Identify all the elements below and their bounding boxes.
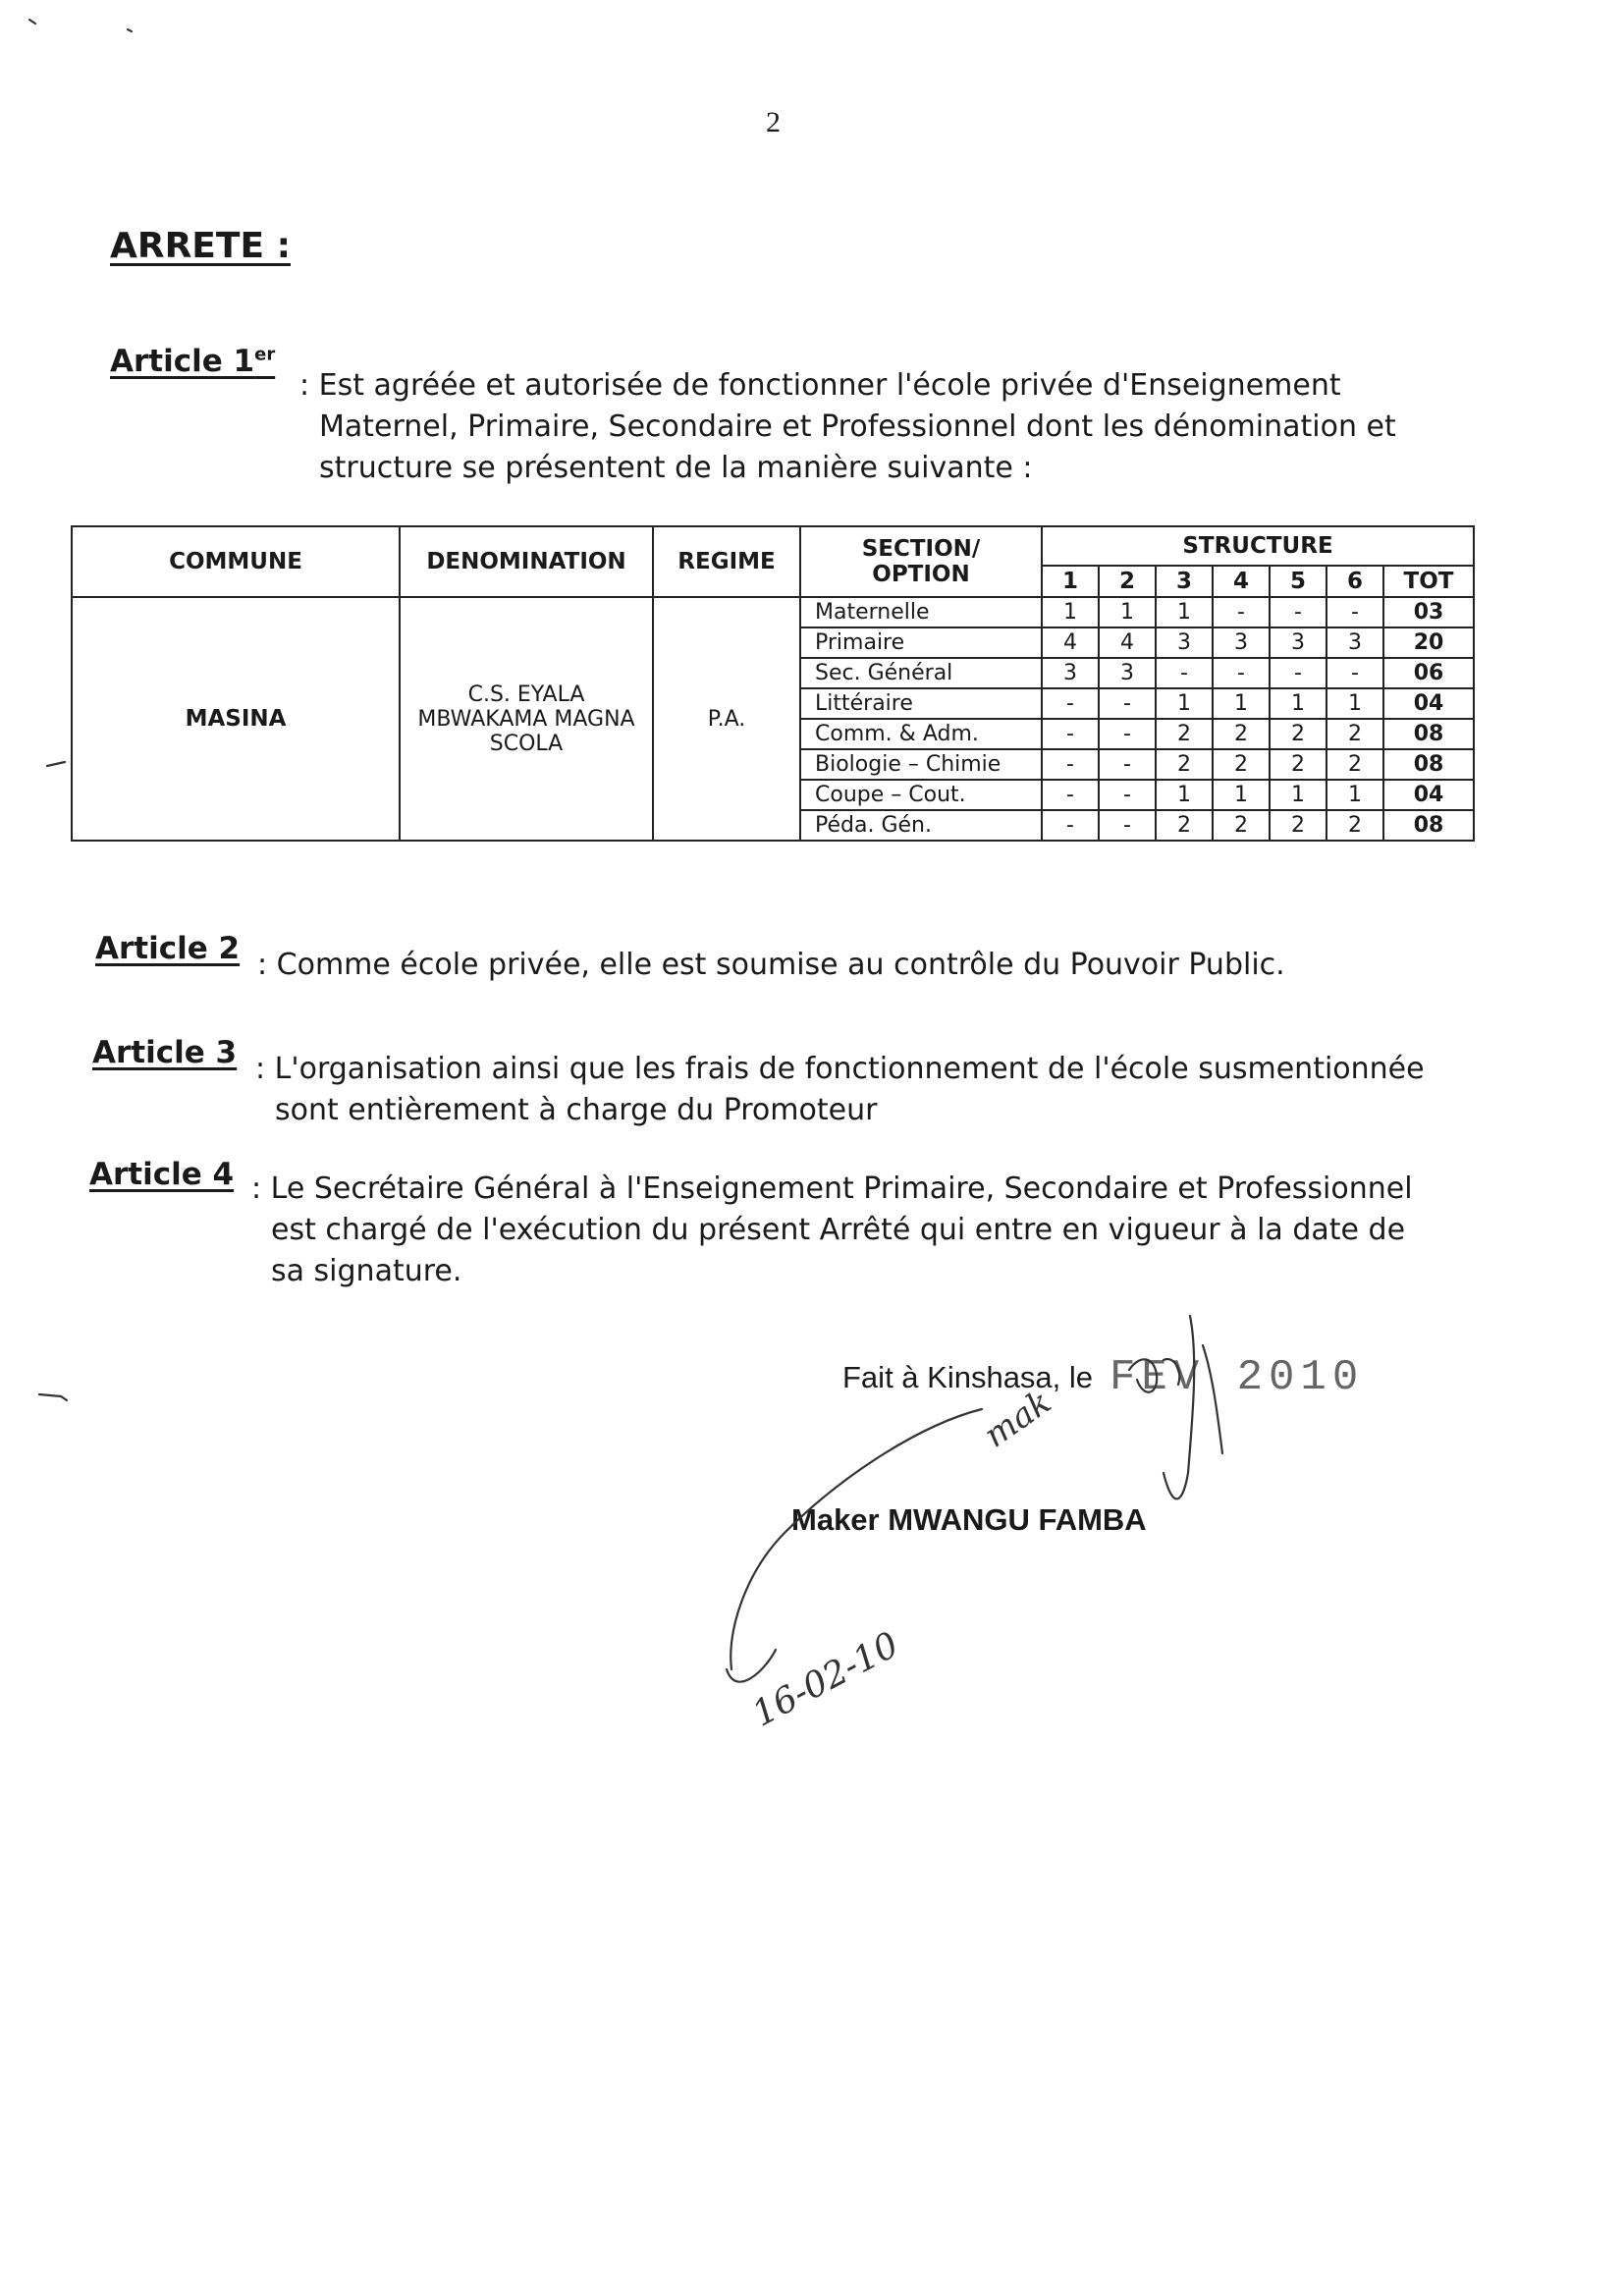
value-cell: 2	[1156, 719, 1213, 749]
article-1-line: : Est agréée et autorisée de fonctionner l'école privée d'Enseignement	[299, 368, 1341, 403]
value-cell: -	[1213, 658, 1270, 688]
value-cell: -	[1042, 688, 1099, 719]
value-cell: 4	[1099, 627, 1156, 658]
header-col-tot: TOT	[1383, 566, 1474, 597]
header-section-line: SECTION/	[861, 536, 981, 562]
total-cell: 03	[1383, 597, 1474, 627]
denomination-line: C.S. EYALA	[467, 681, 585, 707]
value-cell: 1	[1270, 688, 1326, 719]
value-cell: 3	[1326, 627, 1383, 658]
value-cell: -	[1270, 597, 1326, 627]
header-col-1: 1	[1042, 566, 1099, 597]
article-3-line: sont entièrement à charge du Promoteur	[275, 1093, 878, 1127]
value-cell: -	[1099, 810, 1156, 841]
value-cell: 2	[1213, 719, 1270, 749]
total-cell: 08	[1383, 749, 1474, 780]
header-commune: COMMUNE	[72, 526, 400, 597]
value-cell: 2	[1270, 810, 1326, 841]
total-cell: 04	[1383, 780, 1474, 810]
value-cell: -	[1099, 719, 1156, 749]
value-cell: 3	[1156, 627, 1213, 658]
article-1-label-text: Article 1	[110, 344, 255, 379]
header-denomination: DENOMINATION	[400, 526, 653, 597]
value-cell: -	[1042, 749, 1099, 780]
section-cell: Maternelle	[800, 597, 1042, 627]
section-cell: Biologie – Chimie	[800, 749, 1042, 780]
value-cell: 1	[1099, 597, 1156, 627]
value-cell: -	[1042, 810, 1099, 841]
value-cell: 1	[1213, 780, 1270, 810]
total-cell: 04	[1383, 688, 1474, 719]
section-cell: Comm. & Adm.	[800, 719, 1042, 749]
handwritten-date: 16-02-10	[745, 1624, 905, 1735]
value-cell: 4	[1042, 627, 1099, 658]
value-cell: 3	[1042, 658, 1099, 688]
header-option-line: OPTION	[872, 562, 970, 587]
article-4-line: : Le Secrétaire Général à l'Enseignement Primaire, Secondaire et Professionnel	[251, 1172, 1413, 1206]
value-cell: 2	[1326, 810, 1383, 841]
value-cell: 2	[1156, 749, 1213, 780]
total-cell: 08	[1383, 719, 1474, 749]
header-regime: REGIME	[653, 526, 800, 597]
value-cell: 1	[1156, 597, 1213, 627]
value-cell: -	[1326, 658, 1383, 688]
value-cell: 1	[1326, 688, 1383, 719]
value-cell: -	[1099, 749, 1156, 780]
value-cell: 2	[1270, 719, 1326, 749]
value-cell: -	[1042, 719, 1099, 749]
value-cell: 3	[1099, 658, 1156, 688]
header-structure: STRUCTURE	[1042, 526, 1474, 566]
decree-heading: ARRETE :	[110, 226, 291, 266]
value-cell: 3	[1270, 627, 1326, 658]
value-cell: 2	[1326, 719, 1383, 749]
article-4-label: Article 4	[89, 1157, 235, 1192]
page-number: 2	[766, 106, 781, 138]
value-cell: 1	[1213, 688, 1270, 719]
regime-cell: P.A.	[653, 597, 800, 841]
value-cell: 2	[1213, 810, 1270, 841]
article-1-line: structure se présentent de la manière suivante :	[319, 451, 1033, 485]
article-3-label: Article 3	[92, 1035, 238, 1070]
article-2-label: Article 2	[95, 931, 241, 966]
denomination-line: MBWAKAMA MAGNA	[417, 706, 635, 732]
total-cell: 06	[1383, 658, 1474, 688]
section-cell: Sec. Général	[800, 658, 1042, 688]
denomination-line: SCOLA	[489, 731, 564, 756]
value-cell: 1	[1156, 688, 1213, 719]
header-col-6: 6	[1326, 566, 1383, 597]
article-1-label-sup: er	[254, 344, 276, 365]
header-col-3: 3	[1156, 566, 1213, 597]
article-4-line: est chargé de l'exécution du présent Arrêté qui entre en vigueur à la date de	[271, 1213, 1406, 1247]
signer-name: Maker MWANGU FAMBA	[791, 1502, 1147, 1537]
total-cell: 08	[1383, 810, 1474, 841]
value-cell: -	[1099, 688, 1156, 719]
section-cell: Coupe – Cout.	[800, 780, 1042, 810]
value-cell: -	[1270, 658, 1326, 688]
value-cell: -	[1213, 597, 1270, 627]
value-cell: 1	[1042, 597, 1099, 627]
article-2-line: : Comme école privée, elle est soumise au contrôle du Pouvoir Public.	[257, 948, 1285, 982]
section-cell: Péda. Gén.	[800, 810, 1042, 841]
article-1-line: Maternel, Primaire, Secondaire et Professionnel dont les dénomination et	[319, 409, 1396, 444]
value-cell: 1	[1156, 780, 1213, 810]
header-col-2: 2	[1099, 566, 1156, 597]
value-cell: -	[1326, 597, 1383, 627]
handwritten-initials: mak	[977, 1382, 1058, 1456]
value-cell: -	[1042, 780, 1099, 810]
value-cell: 1	[1270, 780, 1326, 810]
value-cell: 2	[1270, 749, 1326, 780]
value-cell: -	[1099, 780, 1156, 810]
value-cell: 1	[1326, 780, 1383, 810]
value-cell: 3	[1213, 627, 1270, 658]
value-cell: 2	[1326, 749, 1383, 780]
place-date-line: Fait à Kinshasa, le	[842, 1360, 1094, 1394]
value-cell: 2	[1213, 749, 1270, 780]
total-cell: 20	[1383, 627, 1474, 658]
commune-cell: MASINA	[72, 597, 400, 841]
section-cell: Primaire	[800, 627, 1042, 658]
date-stamp: FEV 2010	[1110, 1353, 1365, 1402]
article-4-line: sa signature.	[271, 1254, 462, 1288]
value-cell: 2	[1156, 810, 1213, 841]
header-col-4: 4	[1213, 566, 1270, 597]
value-cell: -	[1156, 658, 1213, 688]
header-col-5: 5	[1270, 566, 1326, 597]
section-cell: Littéraire	[800, 688, 1042, 719]
article-3-line: : L'organisation ainsi que les frais de fonctionnement de l'école susmentionnée	[255, 1052, 1425, 1086]
